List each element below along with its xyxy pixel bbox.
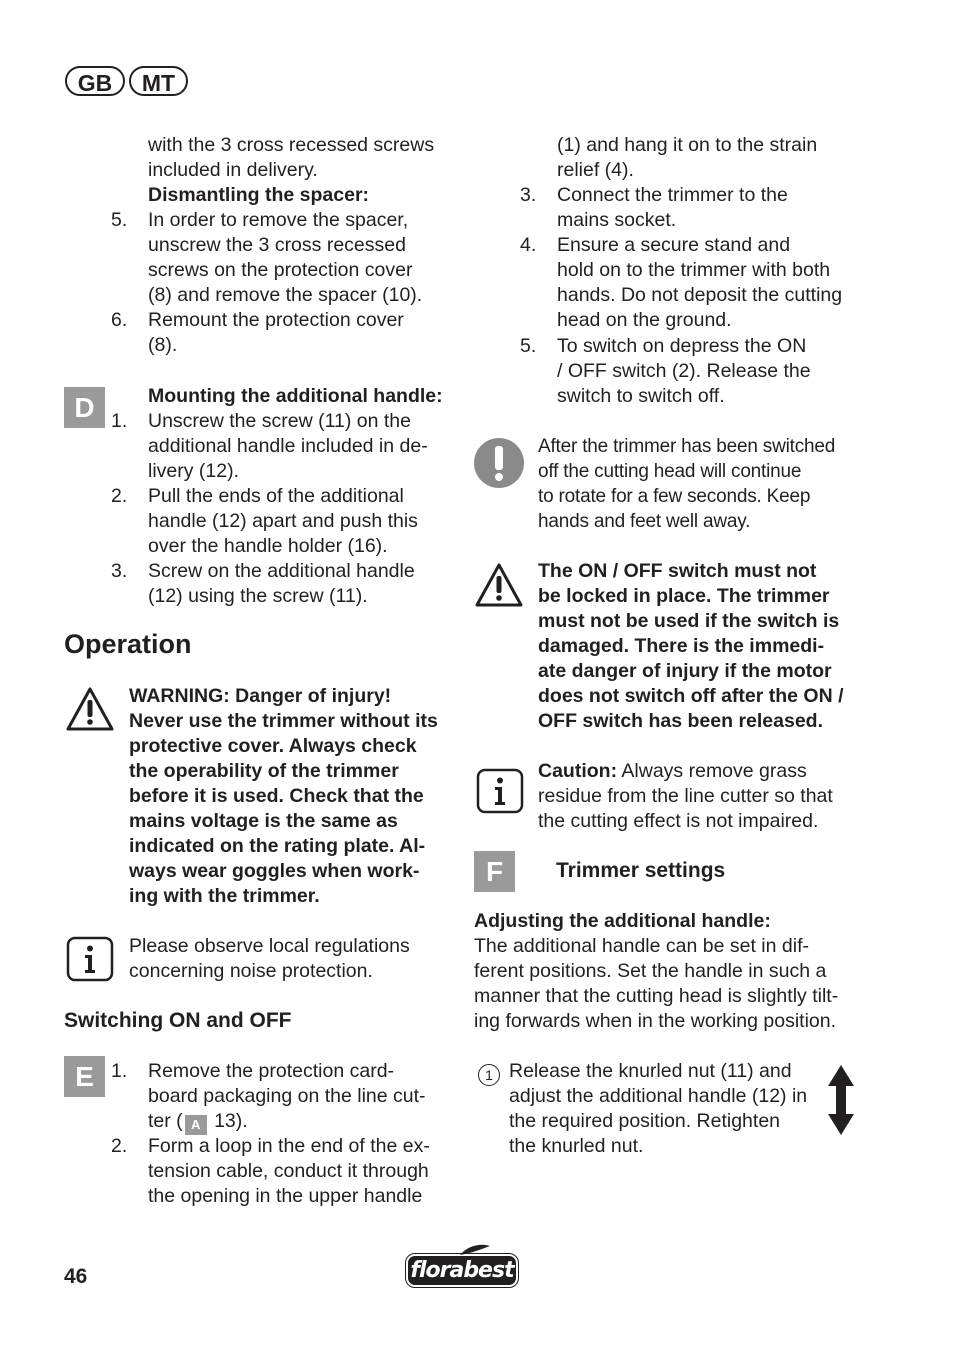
step-number: 3. (111, 560, 128, 582)
intro-text: with the 3 cross recessed screws included in delivery. (148, 134, 435, 181)
step-6-text: Remount the protection cover (8). (148, 309, 404, 356)
switch-step-3-text: Connect the trimmer to the mains socket. (557, 184, 788, 231)
step-number: 3. (520, 184, 537, 206)
warning-triangle-icon (474, 562, 524, 608)
info-icon (476, 768, 524, 814)
switch-step-1-text: Remove the protection card- board packaging on the line cut- ter ( A 13). (148, 1059, 426, 1135)
step-number: 4. (520, 234, 537, 256)
continued-step-text: (1) and hang it on to the strain relief (4). (557, 134, 818, 181)
adjust-heading: Adjusting the additional handle: (474, 910, 771, 932)
step-number: 5. (111, 209, 128, 231)
trimmer-settings-heading: Trimmer settings (556, 859, 726, 882)
up-down-arrow-icon (827, 1064, 855, 1136)
warning-text: WARNING: Danger of injury! Never use the trimmer without its protective cover. Always check the operability of the trimmer before it is used. Check that the mains voltage is the same as indicated on the rating plate. Al- ways wear goggles when work- ing with the trimmer. (129, 685, 438, 907)
info-icon (66, 936, 114, 982)
mount-step-2-text: Pull the ends of the additional handle (12) apart and push this over the handle holder (16). (148, 485, 418, 557)
step-number: 2. (111, 1135, 128, 1157)
switch-step-4-text: Ensure a secure stand and hold on to the trimmer with both hands. Do not deposit the cutting head on the ground. (557, 234, 843, 331)
mount-step-1-text: Unscrew the screw (11) on the additional handle included in de- livery (12). (148, 410, 428, 482)
step-5-text: In order to remove the spacer, unscrew the 3 cross recessed screws on the protection cover (8) and remove the spacer (10). (148, 209, 423, 306)
info-noise-text: Please observe local regulations concerning noise protection. (129, 935, 410, 982)
step-circle-number: 1 (478, 1064, 500, 1086)
page-number: 46 (64, 1265, 88, 1288)
step-number: 2. (111, 485, 128, 507)
mounting-heading: Mounting the additional handle: (148, 385, 443, 407)
warning-triangle-icon (65, 686, 115, 732)
section-badge-e: E (64, 1056, 105, 1097)
switch-step-2-text: Form a loop in the end of the ex- tension cable, conduct it through the opening in the upper handle (148, 1135, 430, 1207)
release-nut-text: Release the knurled nut (11) and adjust the additional handle (12) in the required position. Retighten the knurled nut. (509, 1060, 808, 1157)
section-badge-f: F (474, 851, 515, 892)
adjust-text: The additional handle can be set in dif- ferent positions. Set the handle in such a manner that the cutting head is slightly tilt- ing forwards when in the working position. (474, 935, 839, 1032)
step-number: 6. (111, 309, 128, 331)
florabest-logo: florabest (406, 1254, 518, 1287)
language-badge-mt: MT (129, 66, 188, 96)
dismantling-heading: Dismantling the spacer: (148, 184, 370, 206)
language-badge-gb: GB (65, 66, 125, 96)
section-badge-d: D (64, 387, 105, 428)
step-number: 1. (111, 410, 128, 432)
figure-badge-a: A (185, 1115, 207, 1135)
notice-text: After the trimmer has been switched off the cutting head will continue to rotate for a few seconds. Keep hands and feet well away. (538, 436, 836, 532)
switching-heading: Switching ON and OFF (64, 1009, 292, 1032)
mount-step-3-text: Screw on the additional handle (12) using the screw (11). (148, 560, 415, 607)
operation-heading: Operation (64, 629, 192, 659)
switch-warning-text: The ON / OFF switch must not be locked in place. The trimmer must not be used if the switch is damaged. There is the immedi- ate danger of injury if the motor does not switch off after the ON / OFF switch has been released. (538, 560, 844, 732)
step-number: 5. (520, 335, 537, 357)
caution-text: Caution: Always remove grass residue from the line cutter so that the cutting effect is not impaired. (538, 760, 833, 832)
exclamation-circle-icon (473, 437, 525, 489)
step-number: 1. (111, 1060, 128, 1082)
switch-step-5-text: To switch on depress the ON / OFF switch (2). Release the switch to switch off. (557, 335, 811, 407)
leaf-icon (458, 1243, 492, 1257)
caution-label: Caution: (538, 760, 618, 782)
